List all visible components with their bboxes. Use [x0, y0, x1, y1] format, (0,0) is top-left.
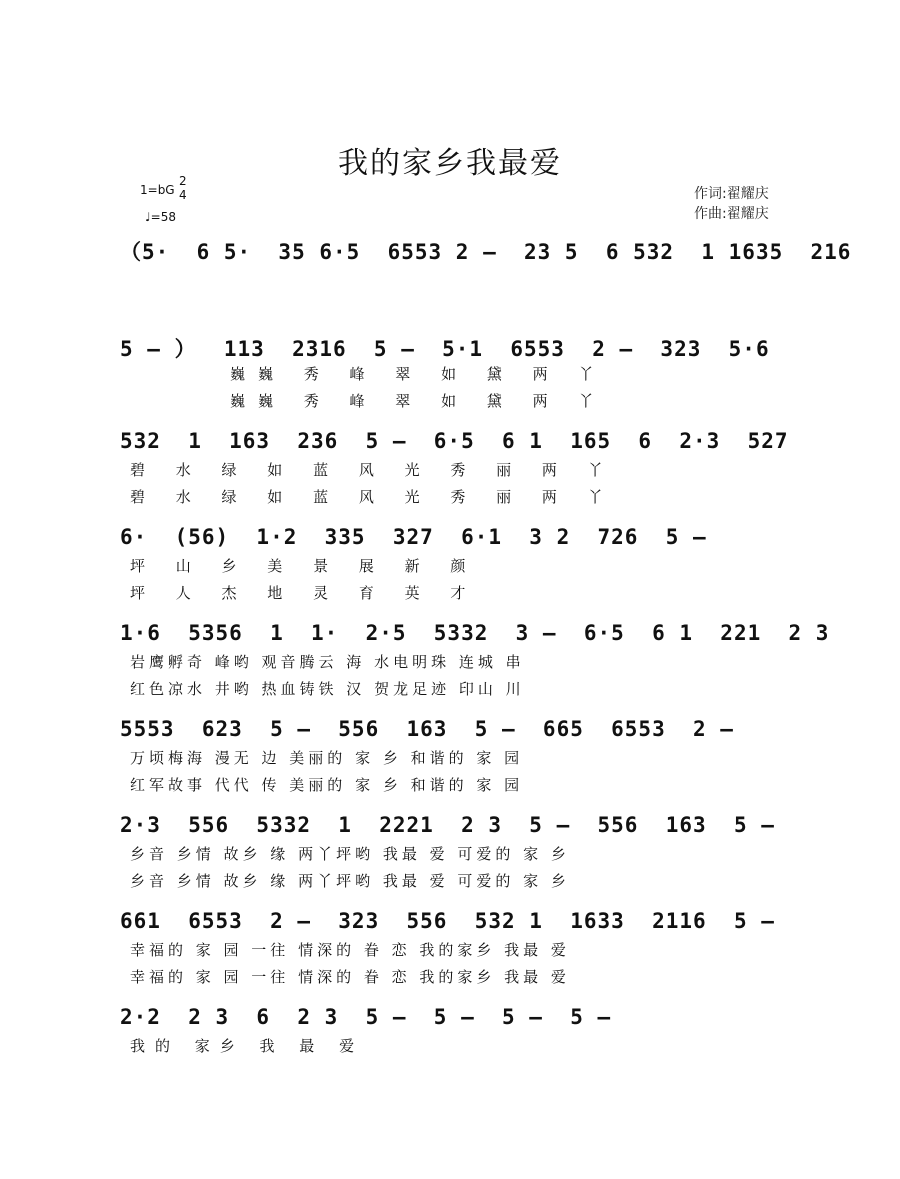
composer-credit: 作曲:翟耀庆 [694, 206, 769, 222]
lyric-line: 巍巍 秀 峰 翠 如 黛 两 丫 [230, 365, 607, 383]
lyric-line: 岩鹰孵奇 峰哟 观音腾云 海 水电明珠 连城 串 [130, 653, 525, 671]
notation-line: 6· (56) 1·2 335 327 6·1 3 2 726 5 – [120, 525, 707, 549]
lyric-line: 万顷梅海 漫无 边 美丽的 家 乡 和谐的 家 园 [130, 749, 524, 767]
lyric-line: 碧 水 绿 如 蓝 风 光 秀 丽 两 丫 [130, 461, 616, 479]
lyric-line: 巍巍 秀 峰 翠 如 黛 两 丫 [230, 392, 607, 410]
notation-line: 5553 623 5 – 556 163 5 – 665 6553 2 – [120, 717, 734, 741]
lyric-line: 我的 家乡 我 最 爱 [130, 1037, 365, 1055]
notation-line: 2·2 2 3 6 2 3 5 – 5 – 5 – 5 – [120, 1005, 612, 1029]
tempo-marking: ♩=58 [145, 210, 176, 224]
time-signature-top: 2 [179, 174, 187, 188]
notation-line: 1·6 5356 1 1· 2·5 5332 3 – 6·5 6 1 221 2 3 [120, 621, 830, 645]
key-signature: 1=bG [140, 183, 175, 197]
time-signature [179, 174, 187, 202]
lyric-line: 红色凉水 井哟 热血铸铁 汉 贺龙足迹 印山 川 [130, 680, 525, 698]
notation-line: （5· 6 5· 35 6·5 6553 2 – 23 5 6 532 1 1635 216 [120, 240, 852, 264]
notation-line: 661 6553 2 – 323 556 532 1 1633 2116 5 – [120, 909, 775, 933]
lyric-line: 乡音 乡情 故乡 缘 两丫坪哟 我最 爱 可爱的 家 乡 [130, 845, 570, 863]
notation-line: 532 1 163 236 5 – 6·5 6 1 165 6 2·3 527 [120, 429, 789, 453]
lyric-line: 碧 水 绿 如 蓝 风 光 秀 丽 两 丫 [130, 488, 616, 506]
notation-line: 5 – ） 113 2316 5 – 5·1 6553 2 – 323 5·6 [120, 337, 770, 361]
lyric-line: 幸福的 家 园 一往 情深的 眷 恋 我的家乡 我最 爱 [130, 941, 570, 959]
lyric-line: 坪 人 杰 地 灵 育 英 才 [130, 584, 479, 602]
lyric-line: 幸福的 家 园 一往 情深的 眷 恋 我的家乡 我最 爱 [130, 968, 570, 986]
lyric-line: 坪 山 乡 美 景 展 新 颜 [130, 557, 479, 575]
time-signature-bottom: 4 [179, 188, 187, 202]
lyricist-credit: 作词:翟耀庆 [694, 186, 769, 202]
notation-line: 2·3 556 5332 1 2221 2 3 5 – 556 163 5 – [120, 813, 775, 837]
lyric-line: 红军故事 代代 传 美丽的 家 乡 和谐的 家 园 [130, 776, 524, 794]
song-title: 我的家乡我最爱 [338, 146, 562, 181]
lyric-line: 乡音 乡情 故乡 缘 两丫坪哟 我最 爱 可爱的 家 乡 [130, 872, 570, 890]
